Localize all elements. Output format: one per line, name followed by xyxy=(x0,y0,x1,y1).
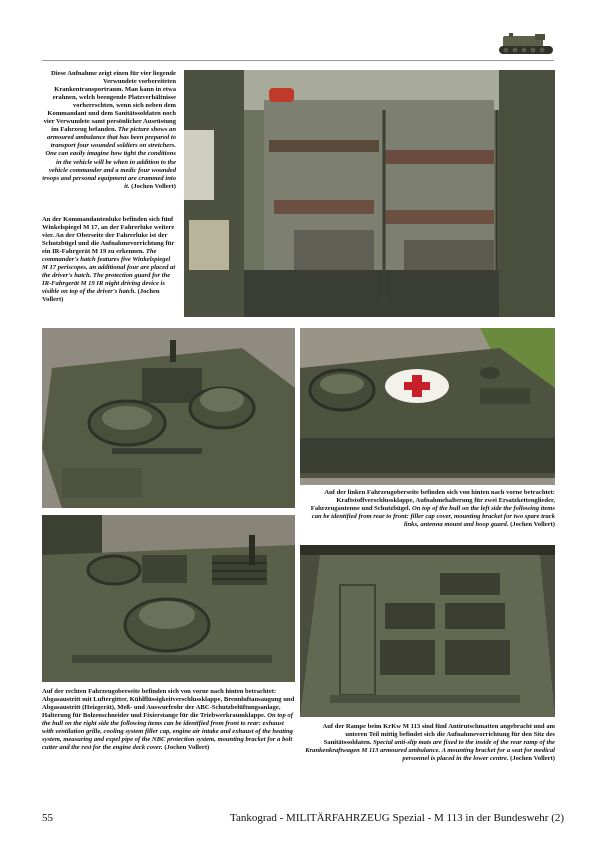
caption-de: Auf der Rampe beim KrKw M 113 sind fünf Antirutschmatten angebracht und am unteren Teil mittig befindet sich die Aufnahmevorrichtung für den Sitz des Sanitätssoldaten. xyxy=(322,723,555,747)
caption-right-top xyxy=(42,688,295,752)
photo-left-top-red-cross xyxy=(300,328,555,485)
photo-credit: (Jochen Vollert) xyxy=(164,744,210,752)
photo-right-top xyxy=(42,515,295,682)
caption-commander-hatch xyxy=(42,216,176,305)
photo-ambulance-interior xyxy=(184,70,555,317)
caption-en: On top of the hull on the right side the following items can be identified from front to rear: exhaust with ventilation grille, cooling system filler cap, engine air intake and exhaust of the heating system, measuring and expel pipe of the NBC protection system, mounting bracket for a bolt cutter and the rest for the engine deck cover. xyxy=(42,712,293,752)
caption-de: Auf der linken Fahrzeugoberseite befinden sich von hinten nach vorne betrachtet: Kraftstoffverschlussklappe, Aufnahmehalterung für zwei Ersatzkettenglieder, Fahrzeugantenne und Schutzbügel. xyxy=(310,489,555,513)
page-number: 55 xyxy=(42,812,53,824)
caption-de: Auf der rechten Fahrzeugoberseite befinden sich von vorne nach hinten betrachtet: Abgasaustritt mit Luftergitter, Kühlflüssigkeitverschlussklappe, Brennluftansaugung und Abgasaustritt (Heizgerät), Meß- und Auswurfrohr der ABC-Schutzbelüftungsanlage, Halterung für Bolzenschneider und Fixierstange für die Triebwerkraumklappe. xyxy=(42,688,295,720)
m113-vehicle-icon xyxy=(497,32,555,58)
header-rule xyxy=(42,60,554,61)
footer-title: Tankograd - MILITÄRFAHRZEUG Spezial - M 113 in der Bundeswehr (2) xyxy=(230,812,565,824)
caption-en: The picture shows an armoured ambulance that has been prepared to transport four wounded soldiers on stretchers. One can easily imagine how tight the conditions in the vehicle will be when in addition to the vehicle commander and a medic four wounded troops and personal equipment are crammed into it. xyxy=(42,126,176,190)
caption-en: On top of the hull on the left side the following items can be identified from rear to front: filler cap cover, mounting bracket for two spare track links, antenna mount and hoop guard. xyxy=(311,505,555,529)
photo-credit: (Jochen Vollert) xyxy=(510,521,555,529)
photo-credit: (Jochen Vollert) xyxy=(131,182,176,190)
caption-ambulance-interior xyxy=(42,70,176,191)
caption-en: The commander's hatch features five Winkelspiegel M 17 periscopes, an additional four are placed at the driver's hatch. The protection guard for the IR-Fahrgerät M 19 IR night driving device is visible on top of the driver's hatch. xyxy=(42,248,176,296)
caption-de: Diese Aufnahme zeigt einen für vier liegende Verwundete vorbereiteten Krankentransportraum. Man kann in etwa erahnen, welch beengende Platzverhältnisse vorherrschten, wenn sich neben dem Kommandant und dem Sanitätssoldaten noch vier Verwundete samt persönlicher Ausrüstung im Fahrzeug befanden. xyxy=(43,70,176,134)
caption-left-top xyxy=(300,489,555,529)
photo-commander-hatch xyxy=(42,328,295,508)
caption-ramp xyxy=(300,723,555,763)
photo-credit: (Jochen Vollert) xyxy=(510,755,555,763)
caption-en: Special anti-slip mats are fixed to the inside of the rear ramp of the Krankenkraftwagen M 113 armoured ambulance. A mounting bracket for a seat for medical personnel is placed in the lower centre. xyxy=(305,739,555,763)
photo-credit: (Jochen Vollert) xyxy=(42,288,160,304)
caption-de: An der Kommandantenluke befinden sich fünf Winkelspiegel M 17, an der Fahrerluke weitere vier. An der Oberseite der Fahrerluke ist der Schutzbügel und die Aufnahmevorrichtung für ein IR-Fahrgerät M 19 zu erkennen. xyxy=(42,216,175,256)
photo-ramp-anti-slip-mats xyxy=(300,545,555,717)
